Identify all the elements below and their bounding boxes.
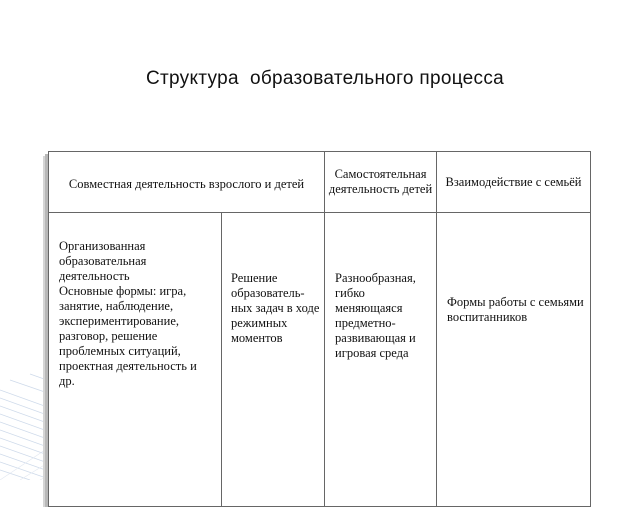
process-structure-table <box>48 151 591 507</box>
cell-organized-activity <box>49 213 222 507</box>
header-joint-activity: Совместная деятельность взрослого и детей <box>49 152 325 213</box>
cell-regime-moments: Решение образователь-ных задач в ходе режимных моментов <box>222 213 325 507</box>
table-body-row <box>49 213 591 507</box>
cell-developing-environment: Разнообразная, гибко меняющаяся предметно-развивающая и игровая среда <box>325 213 437 507</box>
slide-title: Структура образовательного процесса <box>145 68 504 89</box>
organized-activity-forms: Основные формы: игра, занятие, наблюдение, экспериментирование, разговор, решение проблемных ситуаций, проектная деятельность и др. <box>59 284 197 388</box>
header-independent-activity: Самостоятельная деятельность детей <box>325 152 437 213</box>
cell-family-work: Формы работы с семьями воспитанников <box>437 213 591 507</box>
table-header-row <box>49 152 591 213</box>
organized-activity-heading: Организованная образовательная деятельность <box>59 239 147 283</box>
header-family-interaction: Взаимодействие с семьёй <box>437 152 591 213</box>
